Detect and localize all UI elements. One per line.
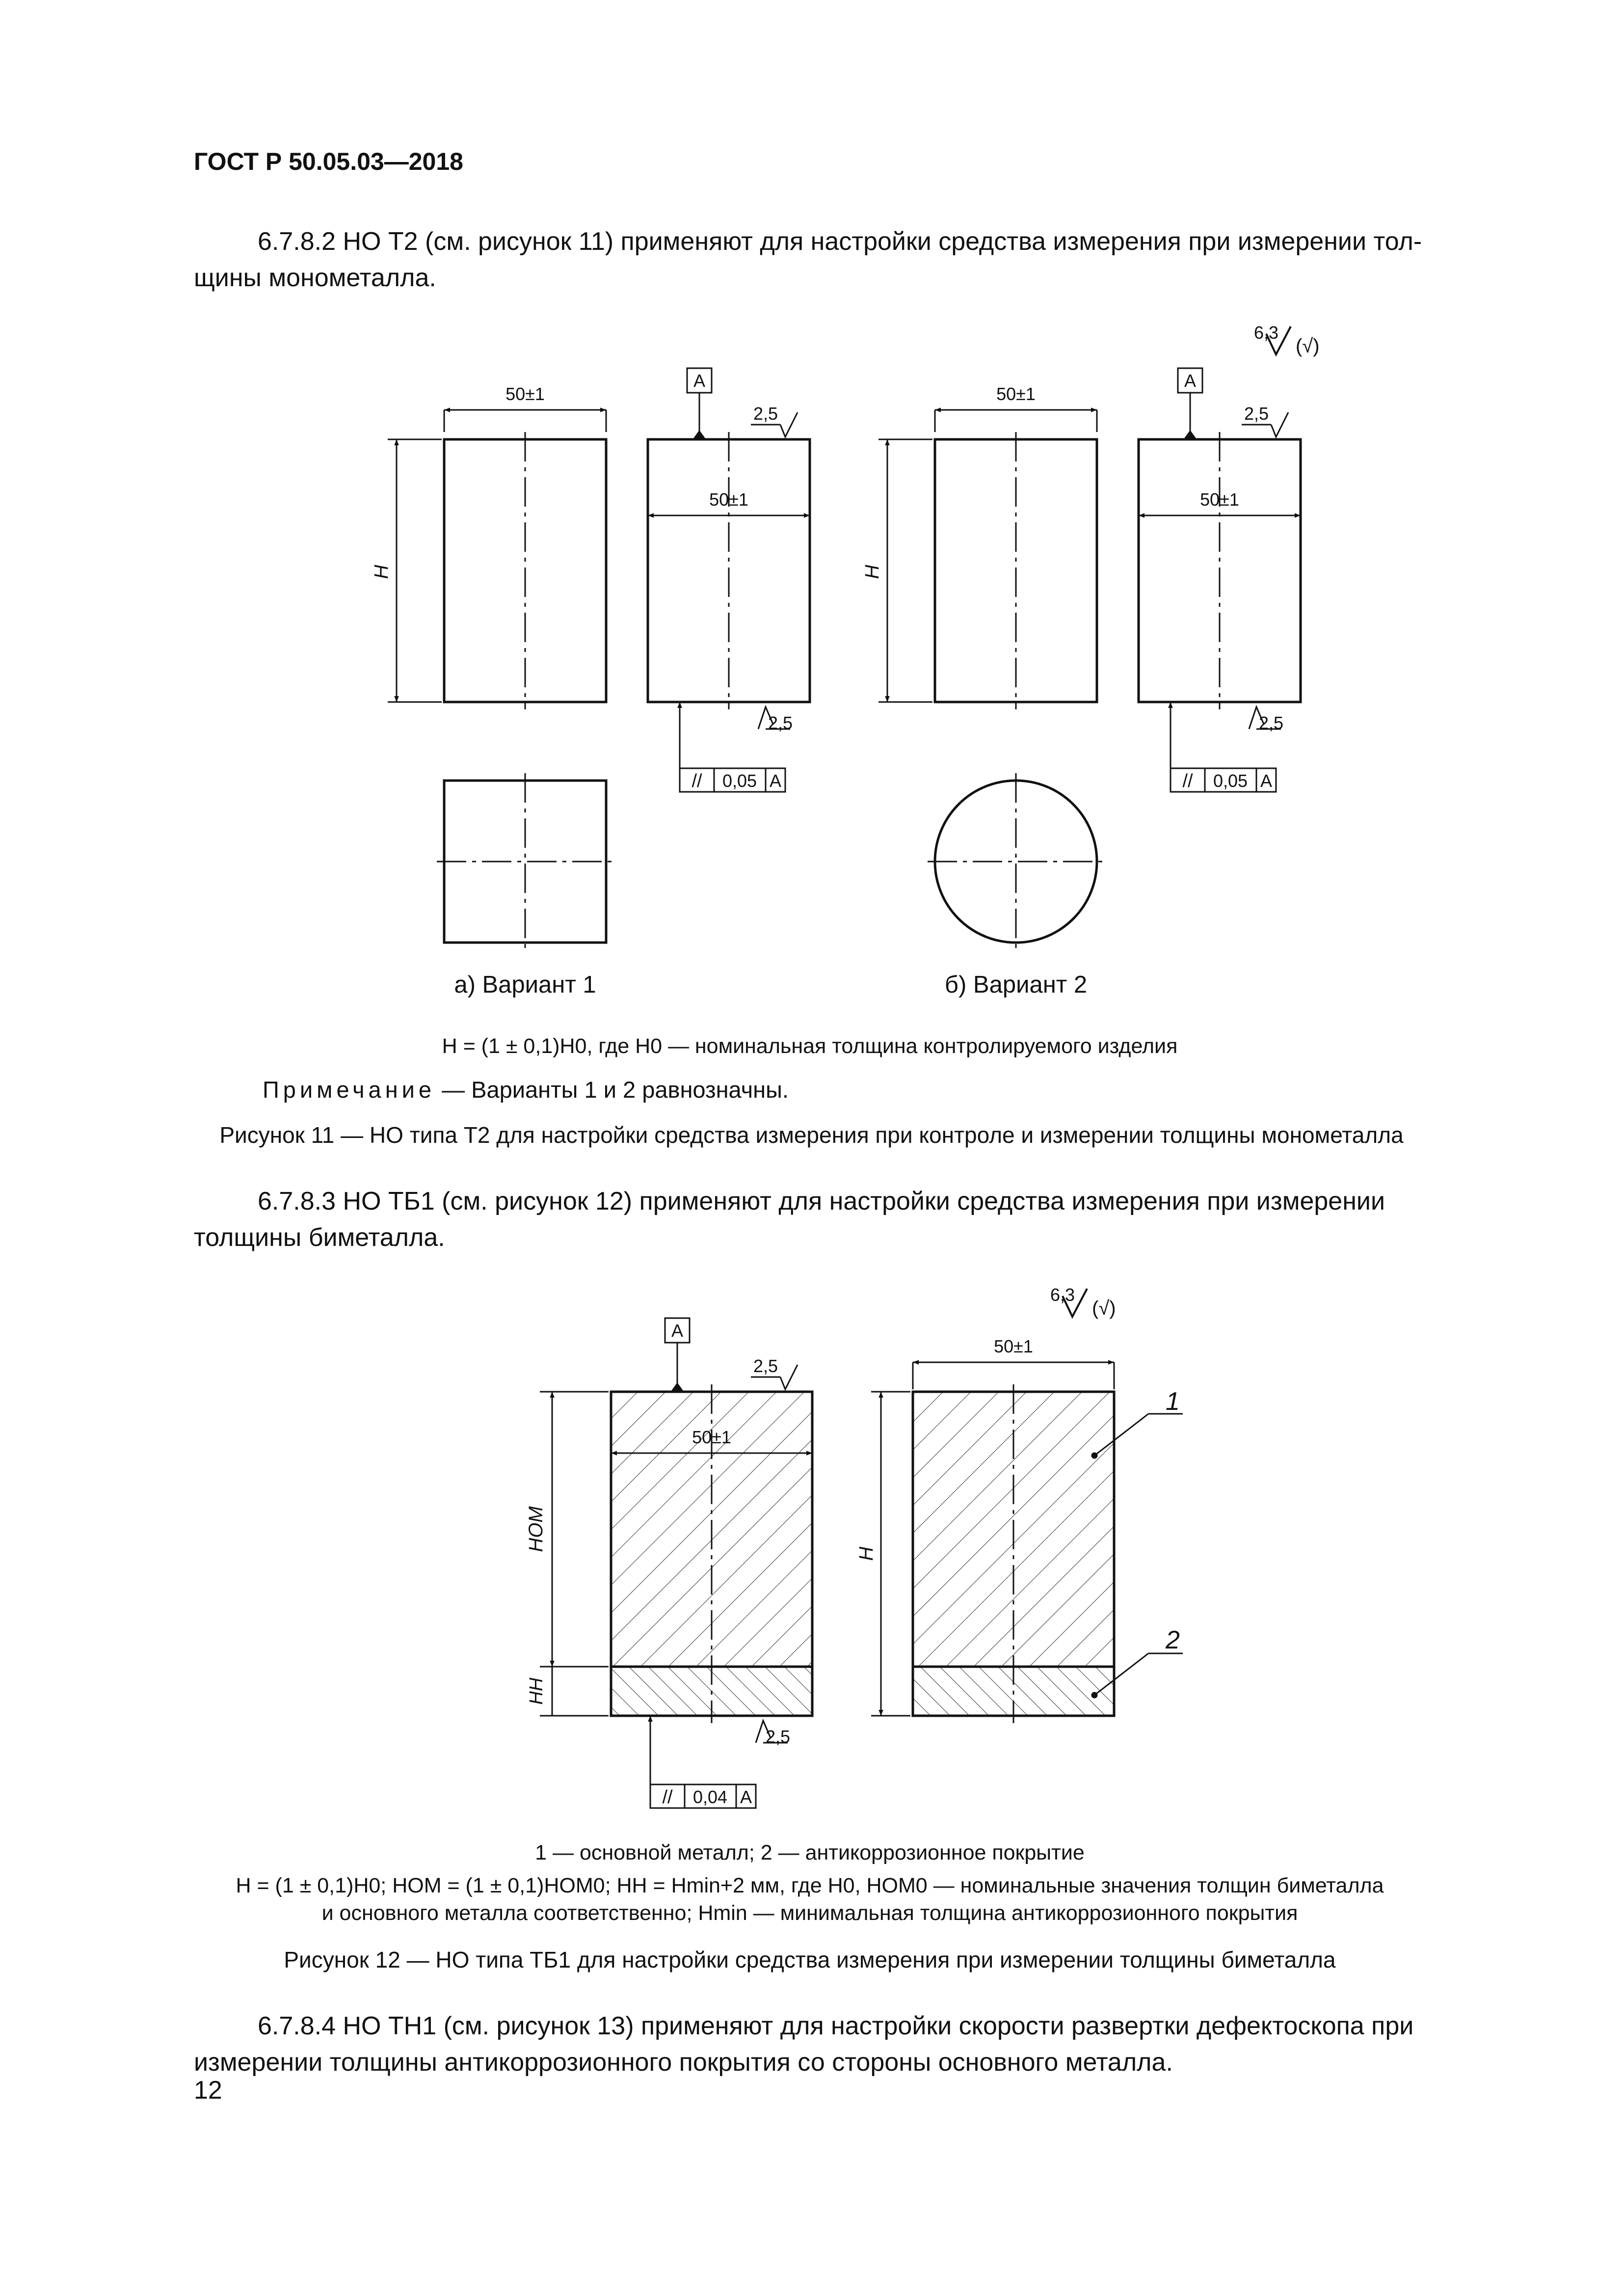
- fig12-tolerance-datum: A: [740, 1787, 752, 1807]
- callout-1-number: 1: [1166, 1387, 1180, 1416]
- fig12-roughness-paren: (√): [1092, 1297, 1116, 1319]
- page-number: 12: [194, 2076, 222, 2105]
- fig12-inner-width-label: 50±1: [692, 1427, 731, 1447]
- variant-a-label: а) Вариант 1: [454, 972, 596, 998]
- fig12-tolerance-value: 0,04: [692, 1787, 728, 1807]
- paragraph-6782-line2: щины монометалла.: [194, 264, 436, 292]
- callout-2-number: 2: [1166, 1626, 1180, 1654]
- note-label: Примечание: [263, 1077, 436, 1103]
- fig11-caption: Рисунок 11 — НО типа Т2 для настройки средства измерения при контроле и измерении толщины монометалла: [219, 1122, 1404, 1148]
- v2-datum-letter: A: [1184, 371, 1197, 391]
- fig12-tolerance-symbol: //: [662, 1787, 673, 1808]
- fig12-hom-label: HОМ: [525, 1506, 547, 1552]
- v1-tolerance-datum: A: [769, 771, 782, 791]
- paragraph-6783-line1: 6.7.8.3 НО ТБ1 (см. рисунок 12) применяют для настройки средства измерения при измерении: [258, 1187, 1385, 1216]
- v2-height-label: H: [861, 565, 883, 579]
- fig12-hn-label: HН: [526, 1677, 547, 1705]
- paragraph-6783: [194, 1183, 1514, 1256]
- v2-tolerance-symbol: //: [1182, 771, 1193, 791]
- fig11-note: [263, 1076, 789, 1103]
- v1-inner-width-label: 50±1: [709, 489, 748, 510]
- variant-b-label: б) Вариант 2: [944, 972, 1088, 998]
- v2-width-label: 50±1: [996, 384, 1036, 404]
- paragraph-6783-line2: толщины биметалла.: [194, 1223, 445, 1252]
- v2-roughness-top-label: 2,5: [1244, 404, 1269, 424]
- v2-tolerance-value: 0,05: [1213, 771, 1248, 791]
- fig12-width-label: 50±1: [994, 1336, 1033, 1356]
- v1-width-label: 50±1: [506, 384, 545, 404]
- fig12-formula-line1: H = (1 ± 0,1)H0; HОМ = (1 ± 0,1)HОМ0; HН = Hmin+2 мм, где H0, HОМ0 — номинальные значения толщин биметалла: [236, 1874, 1384, 1897]
- v1-datum-letter: A: [693, 371, 706, 391]
- fig12-caption: Рисунок 12 — НО типа ТБ1 для настройки средства измерения при измерении толщины биметалла: [284, 1947, 1336, 1972]
- fig11-formula: H = (1 ± 0,1)H0, где H0 — номинальная толщина контролируемого изделия: [442, 1034, 1178, 1058]
- paragraph-6784-line2: измерении толщины антикоррозионного покрытия со стороны основного металла.: [194, 2048, 1173, 2077]
- document-header: ГОСТ Р 50.05.03—2018: [194, 148, 463, 175]
- paragraph-6784-line1: 6.7.8.4 НО ТН1 (см. рисунок 13) применяют для настройки скорости развертки дефектоскопа при: [258, 2012, 1414, 2040]
- fig12-datum-letter: A: [671, 1321, 684, 1341]
- fig12-legend: 1 — основной металл; 2 — антикоррозионное покрытие: [535, 1841, 1085, 1864]
- v1-tolerance-symbol: //: [692, 771, 702, 791]
- v2-inner-width-label: 50±1: [1200, 489, 1239, 510]
- fig12-roughness-value: 6,3: [1050, 1285, 1075, 1305]
- fig12-height-label: H: [855, 1546, 877, 1561]
- v1-roughness-bottom-label: 2,5: [768, 713, 793, 733]
- fig11-roughness-paren: (√): [1296, 335, 1320, 357]
- paragraph-6782-line1: 6.7.8.2 НО Т2 (см. рисунок 11) применяют для настройки средства измерения при измерении тол-: [258, 227, 1422, 256]
- v1-tolerance-value: 0,05: [722, 771, 757, 791]
- fig12-roughness-bottom-label: 2,5: [766, 1727, 791, 1747]
- fig12-roughness-top-label: 2,5: [753, 1356, 778, 1376]
- figure-11-drawing: [0, 0, 1623, 1031]
- v2-tolerance-datum: A: [1260, 771, 1273, 791]
- v1-roughness-top-label: 2,5: [753, 404, 778, 424]
- fig12-formula-line2: и основного металла соответственно; Hmin — минимальная толщина антикоррозионного покрытия: [321, 1901, 1298, 1925]
- v2-roughness-bottom-label: 2,5: [1259, 713, 1284, 733]
- figure-12-drawing: [0, 1252, 1623, 1841]
- v1-height-label: H: [371, 565, 392, 579]
- fig11-roughness-value: 6,3: [1254, 323, 1279, 343]
- paragraph-6784: [194, 2008, 1514, 2080]
- note-text: — Варианты 1 и 2 равнозначны.: [435, 1077, 789, 1103]
